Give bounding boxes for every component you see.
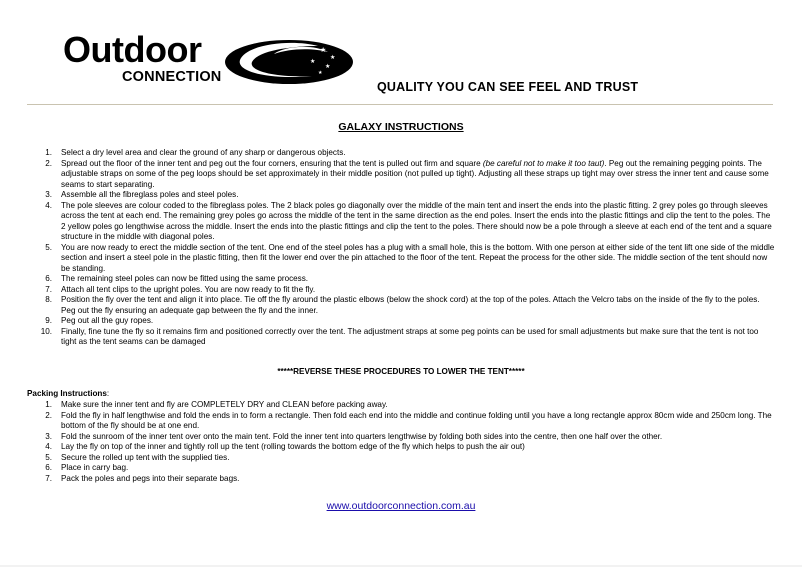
list-item bbox=[27, 295, 775, 316]
list-item bbox=[27, 411, 775, 432]
step-text: Make sure the inner tent and fly are COMPLETELY DRY and CLEAN before packing away. bbox=[61, 400, 388, 409]
step-text: The remaining steel poles can now be fitted using the same process. bbox=[61, 274, 309, 283]
step-text: Select a dry level area and clear the ground of any sharp or dangerous objects. bbox=[61, 148, 346, 157]
list-item bbox=[27, 442, 775, 453]
step-number: 2. bbox=[45, 158, 52, 168]
packing-heading bbox=[27, 389, 109, 398]
list-item bbox=[27, 159, 775, 191]
step-number: 9. bbox=[45, 316, 52, 325]
list-item bbox=[27, 285, 775, 296]
logo-swoosh-icon bbox=[222, 38, 356, 86]
reverse-procedures-note: *****REVERSE THESE PROCEDURES TO LOWER THE TENT***** bbox=[277, 367, 525, 376]
setup-steps-list bbox=[27, 148, 775, 348]
packing-steps-list bbox=[27, 400, 775, 484]
step-number: 5. bbox=[45, 242, 52, 252]
list-item bbox=[27, 453, 775, 464]
step-number: 4. bbox=[45, 200, 52, 210]
step-text: Secure the rolled up tent with the supplied ties. bbox=[61, 452, 230, 462]
list-item bbox=[27, 190, 775, 201]
step-number: 6. bbox=[45, 463, 52, 472]
step-number: 7. bbox=[45, 284, 52, 294]
step-text: You are now ready to erect the middle section of the tent. One end of the steel poles has a plug with a small hole, this is the bottom. With one person at either side of the tent lift one side of the middle section and insert a steel pole in the plastic fitting, then fit the lower end over the pin attached to the floor of the tent. Repeat the process for the other side. The middle section of the tent should now be standing. bbox=[61, 242, 775, 273]
logo-wordmark: Outdoor bbox=[63, 29, 202, 70]
list-item bbox=[27, 148, 775, 159]
step-text: Pack the poles and pegs into their separate bags. bbox=[61, 473, 240, 483]
list-item bbox=[27, 243, 775, 275]
step-text: Place in carry bag. bbox=[61, 463, 129, 472]
header-divider bbox=[27, 104, 773, 105]
step-number: 6. bbox=[45, 274, 52, 283]
step-text: The pole sleeves are colour coded to the fibreglass poles. The 2 black poles go diagonally over the middle of the main tent and insert the ends into the plastic fitting. 2 grey poles go through sleeves across the tent at each end. The remaining grey poles go across the middle of the tent in the same direction as the end poles. Insert the ends into the plastic fittings and clip the tent to the poles. The 2 yellow poles go lengthwise across the middle. Insert the ends into the plastic fittings and clip the tent to the poles. There should now be a pole through a sleeve at each end of the tent and a square structure in the middle with diagonal poles. bbox=[61, 200, 772, 241]
document-title: GALAXY INSTRUCTIONS bbox=[338, 121, 464, 133]
step-text: Finally, fine tune the fly so it remains firm and positioned correctly over the tent. The adjustment straps at some peg points can be used for small adjustments but make sure that the tent is not too tight as the tent seams can be damaged bbox=[61, 326, 759, 346]
list-item bbox=[27, 201, 775, 243]
step-text: Position the fly over the tent and align it into place. Tie off the fly around the plastic elbows (below the shock cord) at the top of the poles. Attach the Velcro tabs on the inside of the fly to the poles. Peg out the fly ensuring an adequate gap between the fly and the inner. bbox=[61, 295, 760, 315]
svg-text:★: ★ bbox=[318, 70, 323, 76]
step-number: 5. bbox=[45, 452, 52, 462]
logo-subtitle: CONNECTION bbox=[122, 69, 222, 85]
svg-text:★: ★ bbox=[325, 63, 331, 70]
step-text: Fold the fly in half lengthwise and fold the ends in to form a rectangle. Then fold each end into the middle and continue folding until you have a long rectangle approx 80cm wide and 250cm long. The bottom of the fly should be at one end. bbox=[61, 410, 772, 430]
step-number: 1. bbox=[45, 148, 52, 157]
svg-text:★: ★ bbox=[330, 54, 336, 61]
list-item bbox=[27, 463, 775, 474]
step-text: Fold the sunroom of the inner tent over onto the main tent. Fold the inner tent into quarters lengthwise by folding both sides into the centre, then one half over the other. bbox=[61, 431, 663, 441]
packing-heading-label: Packing Instructions bbox=[27, 389, 107, 398]
step-number: 1. bbox=[45, 400, 52, 409]
list-item bbox=[27, 274, 775, 285]
step-text: Assemble all the fibreglass poles and steel poles. bbox=[61, 190, 239, 199]
step-number: 8. bbox=[45, 295, 52, 304]
list-item bbox=[27, 316, 775, 327]
packing-heading-colon: : bbox=[106, 389, 110, 398]
step-number: 7. bbox=[45, 473, 52, 483]
svg-text:★: ★ bbox=[310, 58, 316, 65]
step-number: 2. bbox=[45, 410, 52, 420]
step-number: 10. bbox=[40, 326, 52, 336]
list-item bbox=[27, 400, 775, 411]
tagline: QUALITY YOU CAN SEE FEEL AND TRUST bbox=[377, 80, 639, 94]
step-text: Lay the fly on top of the inner and tightly roll up the tent (rolling towards the bottom edge of the fly which helps to push the air out) bbox=[61, 442, 525, 451]
list-item bbox=[27, 327, 775, 348]
step-text: . Peg out the remaining pegging points. The adjustable straps on some of the peg loops should be set approximately in their middle position (not pulled up tight). Adjusting all these straps up tight may over stress the inner tent and cause some seams to start separating. bbox=[61, 158, 769, 189]
step-text-italic: (be careful not to make it too taut) bbox=[482, 158, 605, 168]
step-text: Spread out the floor of the inner tent and peg out the four corners, ensuring that the tent is pulled out firm and square bbox=[61, 158, 483, 168]
step-text: Attach all tent clips to the upright poles. You are now ready to fit the fly. bbox=[61, 284, 316, 294]
list-item bbox=[27, 474, 775, 485]
page-header bbox=[0, 0, 802, 110]
list-item bbox=[27, 432, 775, 443]
step-number: 3. bbox=[45, 431, 52, 441]
step-text: Peg out all the guy ropes. bbox=[61, 316, 154, 325]
step-number: 4. bbox=[45, 442, 52, 451]
step-number: 3. bbox=[45, 190, 52, 199]
website-link[interactable]: www.outdoorconnection.com.au bbox=[326, 500, 476, 512]
svg-text:★: ★ bbox=[320, 46, 327, 54]
